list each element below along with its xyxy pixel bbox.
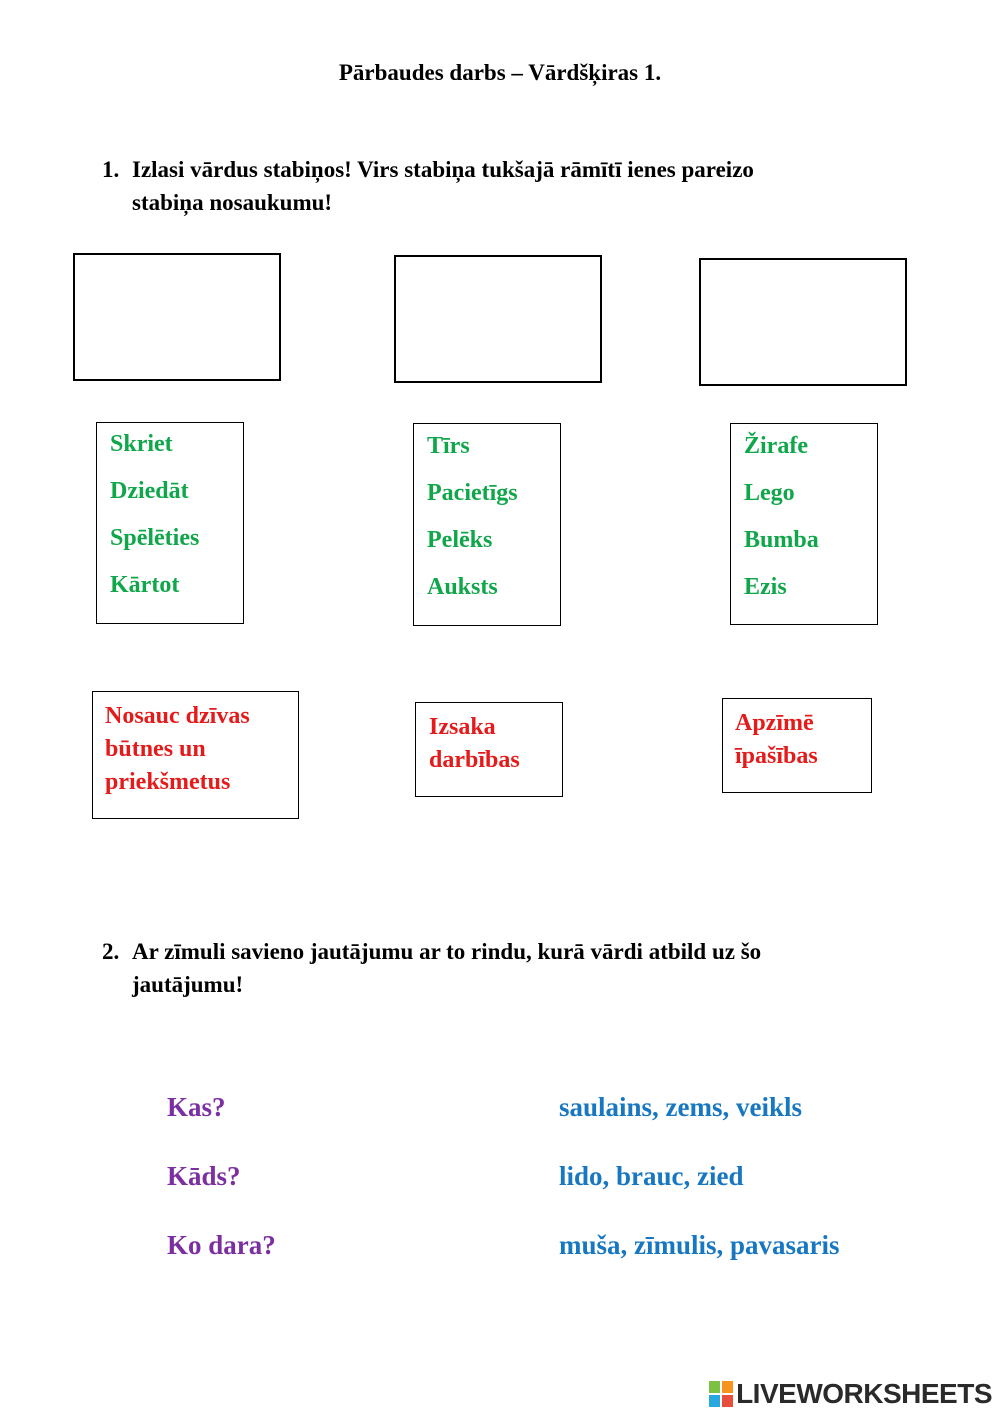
- column-word: Dziedāt: [110, 478, 189, 504]
- category-line: īpašības: [735, 743, 818, 769]
- category-line: Izsaka: [429, 714, 496, 740]
- word-column-2: [413, 423, 561, 626]
- column-word: Auksts: [427, 574, 498, 600]
- answer-box-1[interactable]: [73, 253, 281, 381]
- logo-square-orange: [722, 1381, 733, 1393]
- liveworksheets-logo: [709, 1378, 992, 1410]
- task-1-instruction: [102, 153, 962, 223]
- category-card-verbs[interactable]: [415, 702, 563, 797]
- column-word: Žirafe: [744, 433, 808, 459]
- logo-square-green: [709, 1381, 720, 1393]
- column-word: Spēlēties: [110, 525, 200, 551]
- task-2-line-1: Ar zīmuli savieno jautājumu ar to rindu, kurā vārdi atbild uz šo: [132, 939, 762, 964]
- answer-box-2[interactable]: [394, 255, 602, 383]
- word-column-1: [96, 422, 244, 624]
- liveworksheets-logo-icon: [709, 1381, 733, 1407]
- category-card-nouns[interactable]: [92, 691, 299, 819]
- task-1-line-1: Izlasi vārdus stabiņos! Virs stabiņa tukšajā rāmītī ienes pareizo: [132, 157, 754, 182]
- category-line: būtnes un: [105, 736, 206, 762]
- question-ko-dara[interactable]: Ko dara?: [167, 1230, 276, 1260]
- logo-square-red: [722, 1395, 733, 1407]
- answer-row-adjectives[interactable]: saulains, zems, veikls: [559, 1092, 803, 1122]
- column-word: Lego: [744, 480, 795, 506]
- page-title: Pārbaudes darbs – Vārdšķiras 1.: [338, 60, 662, 85]
- category-line: Nosauc dzīvas: [105, 703, 250, 729]
- liveworksheets-logo-text: LIVEWORKSHEETS: [736, 1378, 992, 1409]
- question-kas[interactable]: Kas?: [167, 1092, 226, 1122]
- column-word: Skriet: [110, 431, 173, 457]
- column-word: Pacietīgs: [427, 480, 518, 506]
- answer-row-verbs[interactable]: lido, brauc, zied: [559, 1161, 744, 1191]
- column-word: Pelēks: [427, 527, 493, 553]
- task-1-number: 1.: [102, 157, 120, 182]
- task-2-number: 2.: [102, 939, 120, 964]
- category-line: darbības: [429, 747, 520, 773]
- task-2-instruction: [102, 935, 962, 1005]
- category-line: priekšmetus: [105, 769, 231, 795]
- task-1-line-2: stabiņa nosaukumu!: [132, 190, 333, 215]
- category-card-adjectives[interactable]: [722, 698, 872, 793]
- category-line: Apzīmē: [735, 710, 814, 736]
- answer-row-nouns[interactable]: muša, zīmulis, pavasaris: [559, 1230, 840, 1260]
- question-kads[interactable]: Kāds?: [167, 1161, 241, 1191]
- column-word: Kārtot: [110, 572, 180, 598]
- word-column-3: [730, 423, 878, 625]
- answer-box-3[interactable]: [699, 258, 907, 386]
- task-2-line-2: jautājumu!: [132, 972, 244, 997]
- column-word: Bumba: [744, 527, 819, 553]
- logo-square-blue: [709, 1395, 720, 1407]
- column-word: Ezis: [744, 574, 787, 600]
- column-word: Tīrs: [427, 433, 470, 459]
